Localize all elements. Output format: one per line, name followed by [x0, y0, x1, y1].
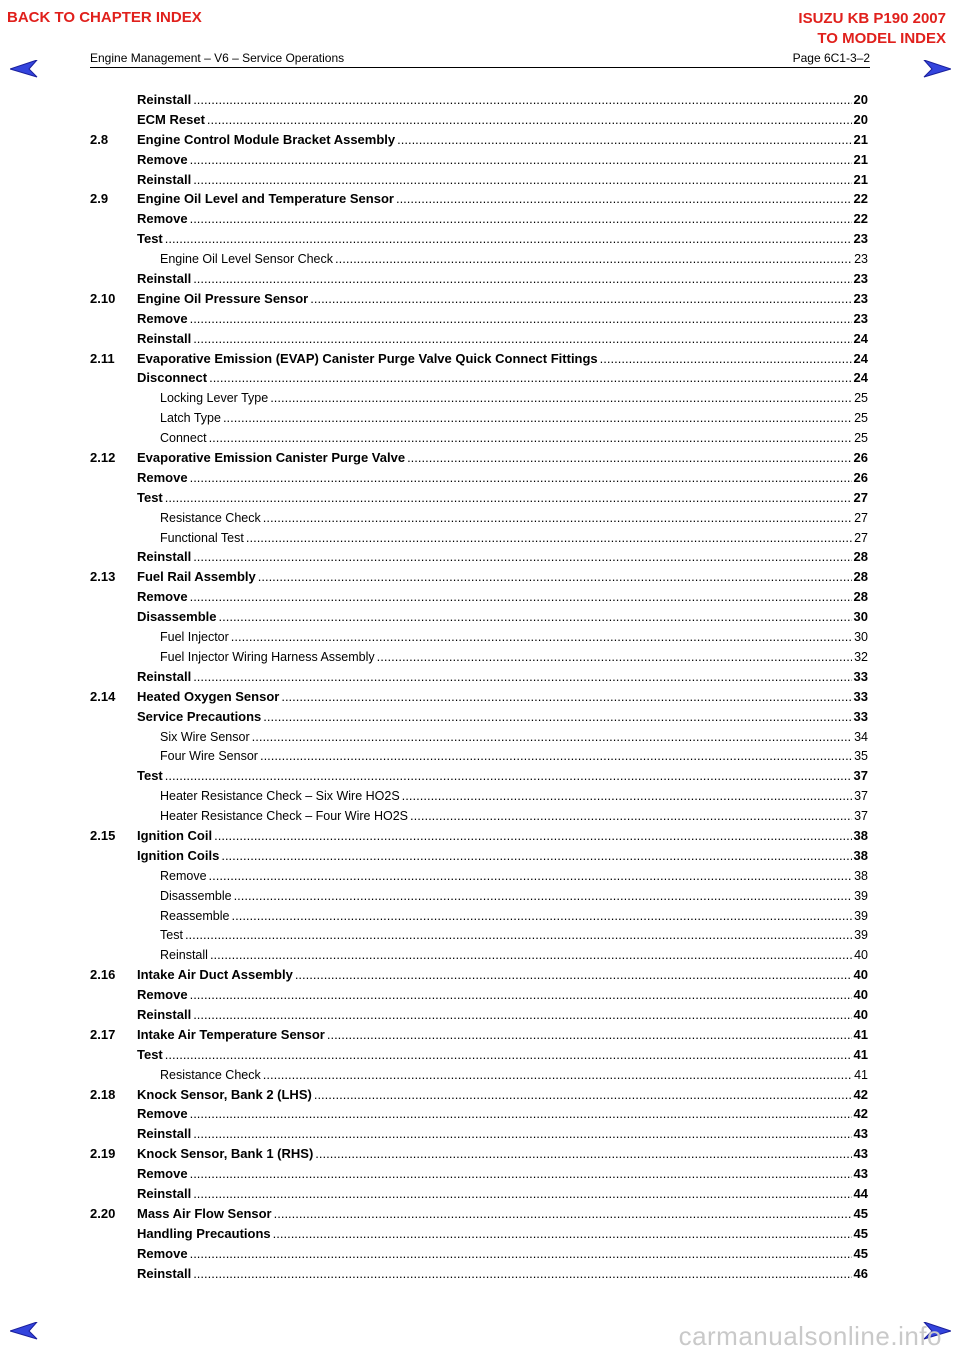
toc-entry[interactable]	[90, 488, 868, 508]
toc-page-number[interactable]: 20	[853, 111, 868, 127]
toc-page-number[interactable]: 41	[854, 1067, 868, 1082]
toc-leader-dots	[190, 1164, 852, 1184]
toc-page-number[interactable]: 23	[853, 310, 868, 326]
arrow-left-icon[interactable]	[10, 60, 38, 78]
toc-entry[interactable]	[90, 1264, 868, 1284]
toc-entry[interactable]	[90, 209, 868, 229]
toc-page-number[interactable]: 35	[854, 749, 868, 764]
page-header	[90, 51, 870, 68]
toc-leader-dots	[314, 1085, 852, 1105]
toc-section-number: 2.19	[90, 1146, 116, 1162]
toc-page-number[interactable]: 28	[853, 569, 868, 585]
toc-section-number: 2.13	[90, 569, 116, 585]
toc-entry[interactable]	[90, 1184, 868, 1204]
toc-entry[interactable]	[90, 866, 868, 886]
toc-leader-dots	[252, 727, 852, 747]
toc-page-number[interactable]: 25	[854, 411, 868, 426]
toc-page-number[interactable]: 33	[853, 688, 868, 704]
toc-entry-label[interactable]: Knock Sensor, Bank 1 (RHS)	[137, 1146, 314, 1162]
toc-entry[interactable]	[90, 309, 868, 329]
toc-entry[interactable]	[90, 1204, 868, 1224]
toc-entry-label[interactable]: Ignition Coil	[137, 827, 213, 843]
toc-entry-label[interactable]: Reassemble	[160, 908, 230, 923]
toc-entry-label[interactable]: Reinstall	[137, 171, 192, 187]
toc-entry-label[interactable]: Test	[160, 928, 183, 943]
toc-leader-dots	[193, 547, 851, 567]
toc-entry-label[interactable]: Intake Air Temperature Sensor	[137, 1026, 325, 1042]
toc-leader-dots	[209, 428, 853, 448]
toc-entry-label[interactable]: Fuel Rail Assembly	[137, 569, 256, 585]
toc-page-number[interactable]: 43	[853, 1126, 868, 1142]
toc-leader-dots	[231, 627, 852, 647]
toc-leader-dots	[273, 1224, 852, 1244]
toc-page-number[interactable]: 37	[854, 789, 868, 804]
toc-page-number[interactable]: 40	[853, 987, 868, 1003]
toc-leader-dots	[209, 866, 853, 886]
toc-leader-dots	[377, 647, 852, 667]
toc-section-number: 2.14	[90, 688, 116, 704]
toc-entry-label[interactable]: Reinstall	[137, 1265, 192, 1281]
toc-section-number: 2.17	[90, 1026, 116, 1042]
toc-entry[interactable]	[90, 925, 868, 945]
toc-entry[interactable]	[90, 269, 868, 289]
toc-entry-label[interactable]: Remove	[137, 1166, 188, 1182]
toc-entry-label[interactable]: Test	[137, 768, 163, 784]
toc-entry[interactable]	[90, 1085, 868, 1105]
toc-leader-dots	[165, 1045, 852, 1065]
toc-leader-dots	[190, 985, 852, 1005]
toc-page-number[interactable]: 23	[854, 252, 868, 267]
toc-entry-label[interactable]: Remove	[137, 469, 188, 485]
toc-leader-dots	[193, 1005, 851, 1025]
toc-entry[interactable]	[90, 567, 868, 587]
toc-entry-label[interactable]: Engine Oil Level and Temperature Sensor	[137, 191, 394, 207]
toc-page-number[interactable]: 30	[854, 630, 868, 645]
toc-entry-label[interactable]: Mass Air Flow Sensor	[137, 1205, 272, 1221]
toc-entry-label[interactable]: Handling Precautions	[137, 1225, 271, 1241]
model-title[interactable]: ISUZU KB P190 2007	[798, 10, 946, 27]
toc-leader-dots	[193, 329, 851, 349]
toc-page-number[interactable]: 40	[853, 1006, 868, 1022]
back-to-chapter-index-link[interactable]: BACK TO CHAPTER INDEX	[7, 9, 202, 26]
toc-page-number[interactable]: 40	[854, 948, 868, 963]
toc-entry[interactable]	[90, 1164, 868, 1184]
toc-entry[interactable]	[90, 547, 868, 567]
toc-section-number: 2.18	[90, 1086, 116, 1102]
toc-leader-dots	[190, 150, 852, 170]
toc-leader-dots	[231, 906, 852, 926]
toc-page-number[interactable]: 27	[853, 489, 868, 505]
toc-leader-dots	[193, 1184, 851, 1204]
model-index-label[interactable]: TO MODEL INDEX	[817, 30, 946, 47]
toc-entry[interactable]	[90, 1065, 868, 1085]
toc-entry-label[interactable]: Latch Type	[160, 411, 221, 426]
toc-leader-dots	[210, 945, 852, 965]
toc-entry-label[interactable]: Disconnect	[137, 370, 208, 386]
toc-leader-dots	[263, 707, 851, 727]
toc-leader-dots	[190, 1244, 852, 1264]
toc-entry[interactable]	[90, 150, 868, 170]
toc-leader-dots	[165, 488, 852, 508]
toc-section-number: 2.15	[90, 827, 116, 843]
toc-leader-dots	[193, 1124, 851, 1144]
toc-leader-dots	[190, 1104, 852, 1124]
toc-entry-label[interactable]: Remove	[137, 1106, 188, 1122]
toc-page-number[interactable]: 39	[854, 928, 868, 943]
toc-leader-dots	[223, 408, 852, 428]
toc-leader-dots	[190, 309, 852, 329]
toc-leader-dots	[246, 528, 852, 548]
toc-section-number: 2.20	[90, 1205, 116, 1221]
toc-page-number[interactable]: 38	[853, 827, 868, 843]
toc-page-number[interactable]: 45	[853, 1225, 868, 1241]
toc-entry[interactable]	[90, 1104, 868, 1124]
toc-page-number[interactable]: 24	[853, 330, 868, 346]
table-of-contents	[90, 90, 868, 1283]
toc-entry[interactable]	[90, 1244, 868, 1264]
toc-page-number[interactable]: 23	[853, 231, 868, 247]
toc-leader-dots	[327, 1025, 852, 1045]
toc-page-number[interactable]: 21	[853, 151, 868, 167]
toc-entry[interactable]	[90, 587, 868, 607]
toc-entry[interactable]	[90, 189, 868, 209]
toc-entry-label[interactable]: Connect	[160, 431, 207, 446]
toc-entry-label[interactable]: Locking Lever Type	[160, 391, 269, 406]
toc-entry-label[interactable]: Four Wire Sensor	[160, 749, 258, 764]
toc-entry[interactable]	[90, 130, 868, 150]
toc-entry-label[interactable]: Heated Oxygen Sensor	[137, 688, 280, 704]
toc-entry[interactable]	[90, 368, 868, 388]
toc-page-number[interactable]: 33	[853, 668, 868, 684]
toc-leader-dots	[165, 766, 852, 786]
toc-entry-label[interactable]: Remove	[137, 310, 188, 326]
toc-page-number[interactable]: 40	[853, 967, 868, 983]
toc-entry-label[interactable]: Test	[137, 1046, 163, 1062]
toc-page-number[interactable]: 41	[853, 1046, 868, 1062]
toc-entry[interactable]	[90, 1005, 868, 1025]
toc-entry[interactable]	[90, 428, 868, 448]
toc-page-number[interactable]: 34	[854, 729, 868, 744]
toc-page-number[interactable]: 21	[853, 171, 868, 187]
toc-entry-label[interactable]: Disassemble	[160, 888, 232, 903]
toc-leader-dots	[310, 289, 851, 309]
toc-leader-dots	[407, 448, 851, 468]
toc-page-number[interactable]: 26	[853, 450, 868, 466]
toc-entry[interactable]	[90, 766, 868, 786]
toc-page-number[interactable]: 42	[853, 1106, 868, 1122]
toc-entry-label[interactable]: Reinstall	[137, 668, 192, 684]
toc-page-number[interactable]: 28	[853, 589, 868, 605]
watermark: carmanualsonline.info	[678, 1321, 942, 1351]
toc-leader-dots	[221, 846, 851, 866]
toc-entry-label[interactable]: Engine Oil Pressure Sensor	[137, 290, 309, 306]
toc-leader-dots	[185, 925, 852, 945]
toc-entry-label[interactable]: Remove	[137, 1245, 188, 1261]
toc-leader-dots	[193, 170, 851, 190]
toc-page-number[interactable]: 38	[854, 868, 868, 883]
toc-section-number: 2.9	[90, 191, 109, 207]
toc-entry-label[interactable]: Remove	[137, 151, 188, 167]
toc-leader-dots	[410, 806, 852, 826]
toc-entry-label[interactable]: Remove	[160, 868, 207, 883]
toc-entry-label[interactable]: Reinstall	[137, 1185, 192, 1201]
toc-page-number[interactable]: 24	[853, 370, 868, 386]
toc-entry-label[interactable]: Remove	[137, 211, 188, 227]
page-number: Page 6C1-3–2	[792, 51, 870, 65]
toc-leader-dots	[260, 746, 852, 766]
toc-leader-dots	[281, 687, 851, 707]
toc-entry[interactable]	[90, 965, 868, 985]
toc-entry-label[interactable]: Reinstall	[160, 948, 208, 963]
toc-entry[interactable]	[90, 707, 868, 727]
toc-entry[interactable]	[90, 508, 868, 528]
toc-entry-label[interactable]: Resistance Check	[160, 1067, 261, 1082]
toc-leader-dots	[193, 667, 851, 687]
toc-leader-dots	[190, 209, 852, 229]
arrow-left-icon[interactable]	[10, 1322, 38, 1340]
toc-entry-label[interactable]: Fuel Injector	[160, 630, 229, 645]
toc-entry-label[interactable]: Reinstall	[137, 92, 192, 107]
toc-leader-dots	[209, 368, 851, 388]
toc-page-number[interactable]: 25	[854, 431, 868, 446]
toc-section-number: 2.16	[90, 967, 116, 983]
toc-page-number[interactable]: 27	[854, 510, 868, 525]
toc-page-number[interactable]: 25	[854, 391, 868, 406]
toc-page-number[interactable]: 33	[853, 708, 868, 724]
toc-entry[interactable]	[90, 786, 868, 806]
toc-section-number: 2.11	[90, 350, 115, 366]
toc-leader-dots	[193, 269, 851, 289]
toc-entry[interactable]	[90, 249, 868, 269]
toc-entry-label[interactable]: Evaporative Emission (EVAP) Canister Purge Valve Quick Connect Fittings	[137, 350, 598, 366]
toc-entry[interactable]	[90, 408, 868, 428]
toc-entry[interactable]	[90, 985, 868, 1005]
toc-entry[interactable]	[90, 388, 868, 408]
toc-entry[interactable]	[90, 329, 868, 349]
toc-entry[interactable]	[90, 1124, 868, 1144]
toc-leader-dots	[258, 567, 852, 587]
toc-entry-label[interactable]: Six Wire Sensor	[160, 729, 250, 744]
toc-section-number: 2.8	[90, 131, 109, 147]
toc-leader-dots	[165, 229, 852, 249]
toc-entry[interactable]	[90, 687, 868, 707]
toc-entry-label[interactable]: Evaporative Emission Canister Purge Valve	[137, 450, 406, 466]
toc-entry[interactable]	[90, 846, 868, 866]
toc-page-number[interactable]: 30	[853, 609, 868, 625]
toc-entry-label[interactable]: Functional Test	[160, 530, 244, 545]
toc-entry[interactable]	[90, 1144, 868, 1164]
toc-entry[interactable]	[90, 528, 868, 548]
toc-page-number[interactable]: 22	[853, 211, 868, 227]
toc-leader-dots	[402, 786, 852, 806]
toc-section-number: 2.10	[90, 290, 116, 306]
toc-page-number[interactable]: 45	[853, 1245, 868, 1261]
toc-leader-dots	[274, 1204, 852, 1224]
toc-entry-label[interactable]: Knock Sensor, Bank 2 (LHS)	[137, 1086, 312, 1102]
toc-page-number[interactable]: 28	[853, 549, 868, 565]
page-header-title: Engine Management – V6 – Service Operations	[90, 51, 345, 65]
toc-page-number[interactable]: 22	[853, 191, 868, 207]
toc-entry-label[interactable]: Test	[137, 231, 163, 247]
toc-leader-dots	[207, 110, 852, 130]
toc-entry[interactable]	[90, 945, 868, 965]
toc-entry[interactable]	[90, 229, 868, 249]
toc-leader-dots	[396, 189, 852, 209]
toc-page-number[interactable]: 32	[854, 649, 868, 664]
toc-page-number[interactable]: 44	[853, 1185, 868, 1201]
toc-leader-dots	[335, 249, 852, 269]
toc-leader-dots	[263, 1065, 852, 1085]
toc-leader-dots	[600, 349, 852, 369]
toc-page-number[interactable]: 42	[853, 1086, 868, 1102]
toc-entry-label[interactable]: Ignition Coils	[137, 847, 220, 863]
toc-entry-label[interactable]: Service Precautions	[137, 708, 262, 724]
toc-entry[interactable]	[90, 886, 868, 906]
toc-page-number[interactable]: 37	[853, 768, 868, 784]
toc-leader-dots	[270, 388, 852, 408]
toc-entry[interactable]	[90, 468, 868, 488]
toc-entry-label[interactable]: Intake Air Duct Assembly	[137, 967, 293, 983]
toc-entry[interactable]	[90, 110, 868, 130]
toc-page-number[interactable]: 23	[853, 290, 868, 306]
toc-entry[interactable]	[90, 90, 868, 110]
toc-entry-label[interactable]: Reinstall	[137, 549, 192, 565]
model-index-link[interactable]	[798, 9, 946, 49]
toc-entry[interactable]	[90, 170, 868, 190]
toc-page-number[interactable]: 20	[853, 92, 868, 107]
toc-page-number[interactable]: 43	[853, 1166, 868, 1182]
toc-page-number[interactable]: 46	[853, 1265, 868, 1281]
toc-page-number[interactable]: 21	[853, 131, 868, 147]
toc-entry[interactable]	[90, 826, 868, 846]
toc-page-number[interactable]: 26	[853, 469, 868, 485]
toc-entry[interactable]	[90, 906, 868, 926]
toc-leader-dots	[397, 130, 851, 150]
toc-entry[interactable]	[90, 349, 868, 369]
toc-page-number[interactable]: 43	[853, 1146, 868, 1162]
toc-section-number: 2.12	[90, 450, 116, 466]
toc-entry-label[interactable]: Test	[137, 489, 163, 505]
toc-entry[interactable]	[90, 746, 868, 766]
toc-leader-dots	[219, 607, 852, 627]
toc-entry[interactable]	[90, 806, 868, 826]
toc-entry-label[interactable]: Fuel Injector Wiring Harness Assembly	[160, 649, 375, 664]
toc-entry-label[interactable]: Resistance Check	[160, 510, 261, 525]
toc-entry-label[interactable]: Engine Control Module Bracket Assembly	[137, 131, 396, 147]
toc-page-number[interactable]: 39	[854, 888, 868, 903]
toc-leader-dots	[193, 1264, 851, 1284]
toc-page-number[interactable]: 37	[854, 809, 868, 824]
toc-entry[interactable]	[90, 1025, 868, 1045]
toc-entry-label[interactable]: Engine Oil Level Sensor Check	[160, 252, 334, 267]
toc-entry-label[interactable]: Reinstall	[137, 271, 192, 287]
toc-entry-label[interactable]: Remove	[137, 589, 188, 605]
toc-leader-dots	[295, 965, 852, 985]
toc-leader-dots	[214, 826, 851, 846]
toc-entry-label[interactable]: Reinstall	[137, 1126, 192, 1142]
toc-entry[interactable]	[90, 1045, 868, 1065]
toc-page-number[interactable]: 45	[853, 1205, 868, 1221]
toc-entry[interactable]	[90, 667, 868, 687]
toc-entry[interactable]	[90, 448, 868, 468]
toc-page-number[interactable]: 38	[853, 847, 868, 863]
toc-leader-dots	[190, 468, 852, 488]
toc-page-number[interactable]: 39	[854, 908, 868, 923]
toc-entry[interactable]	[90, 289, 868, 309]
toc-leader-dots	[190, 587, 852, 607]
toc-entry-label[interactable]: Remove	[137, 987, 188, 1003]
toc-leader-dots	[234, 886, 853, 906]
toc-entry-label[interactable]: Reinstall	[137, 1006, 192, 1022]
toc-leader-dots	[263, 508, 852, 528]
toc-page-number[interactable]: 23	[853, 271, 868, 287]
toc-page-number[interactable]: 24	[853, 350, 868, 366]
toc-leader-dots	[315, 1144, 851, 1164]
toc-entry-label[interactable]: ECM Reset	[137, 111, 205, 127]
toc-entry-label[interactable]: Heater Resistance Check – Four Wire HO2S	[160, 809, 409, 824]
toc-entry[interactable]	[90, 627, 868, 647]
toc-page-number[interactable]: 27	[854, 530, 868, 545]
toc-entry[interactable]	[90, 647, 868, 667]
arrow-right-icon[interactable]	[923, 60, 951, 78]
toc-entry-label[interactable]: Heater Resistance Check – Six Wire HO2S	[160, 789, 400, 804]
toc-leader-dots	[193, 90, 851, 110]
toc-page-number[interactable]: 41	[853, 1026, 868, 1042]
toc-entry-label[interactable]: Reinstall	[137, 330, 192, 346]
toc-entry[interactable]	[90, 727, 868, 747]
toc-entry-label[interactable]: Disassemble	[137, 609, 217, 625]
toc-entry[interactable]	[90, 607, 868, 627]
toc-entry[interactable]	[90, 1224, 868, 1244]
